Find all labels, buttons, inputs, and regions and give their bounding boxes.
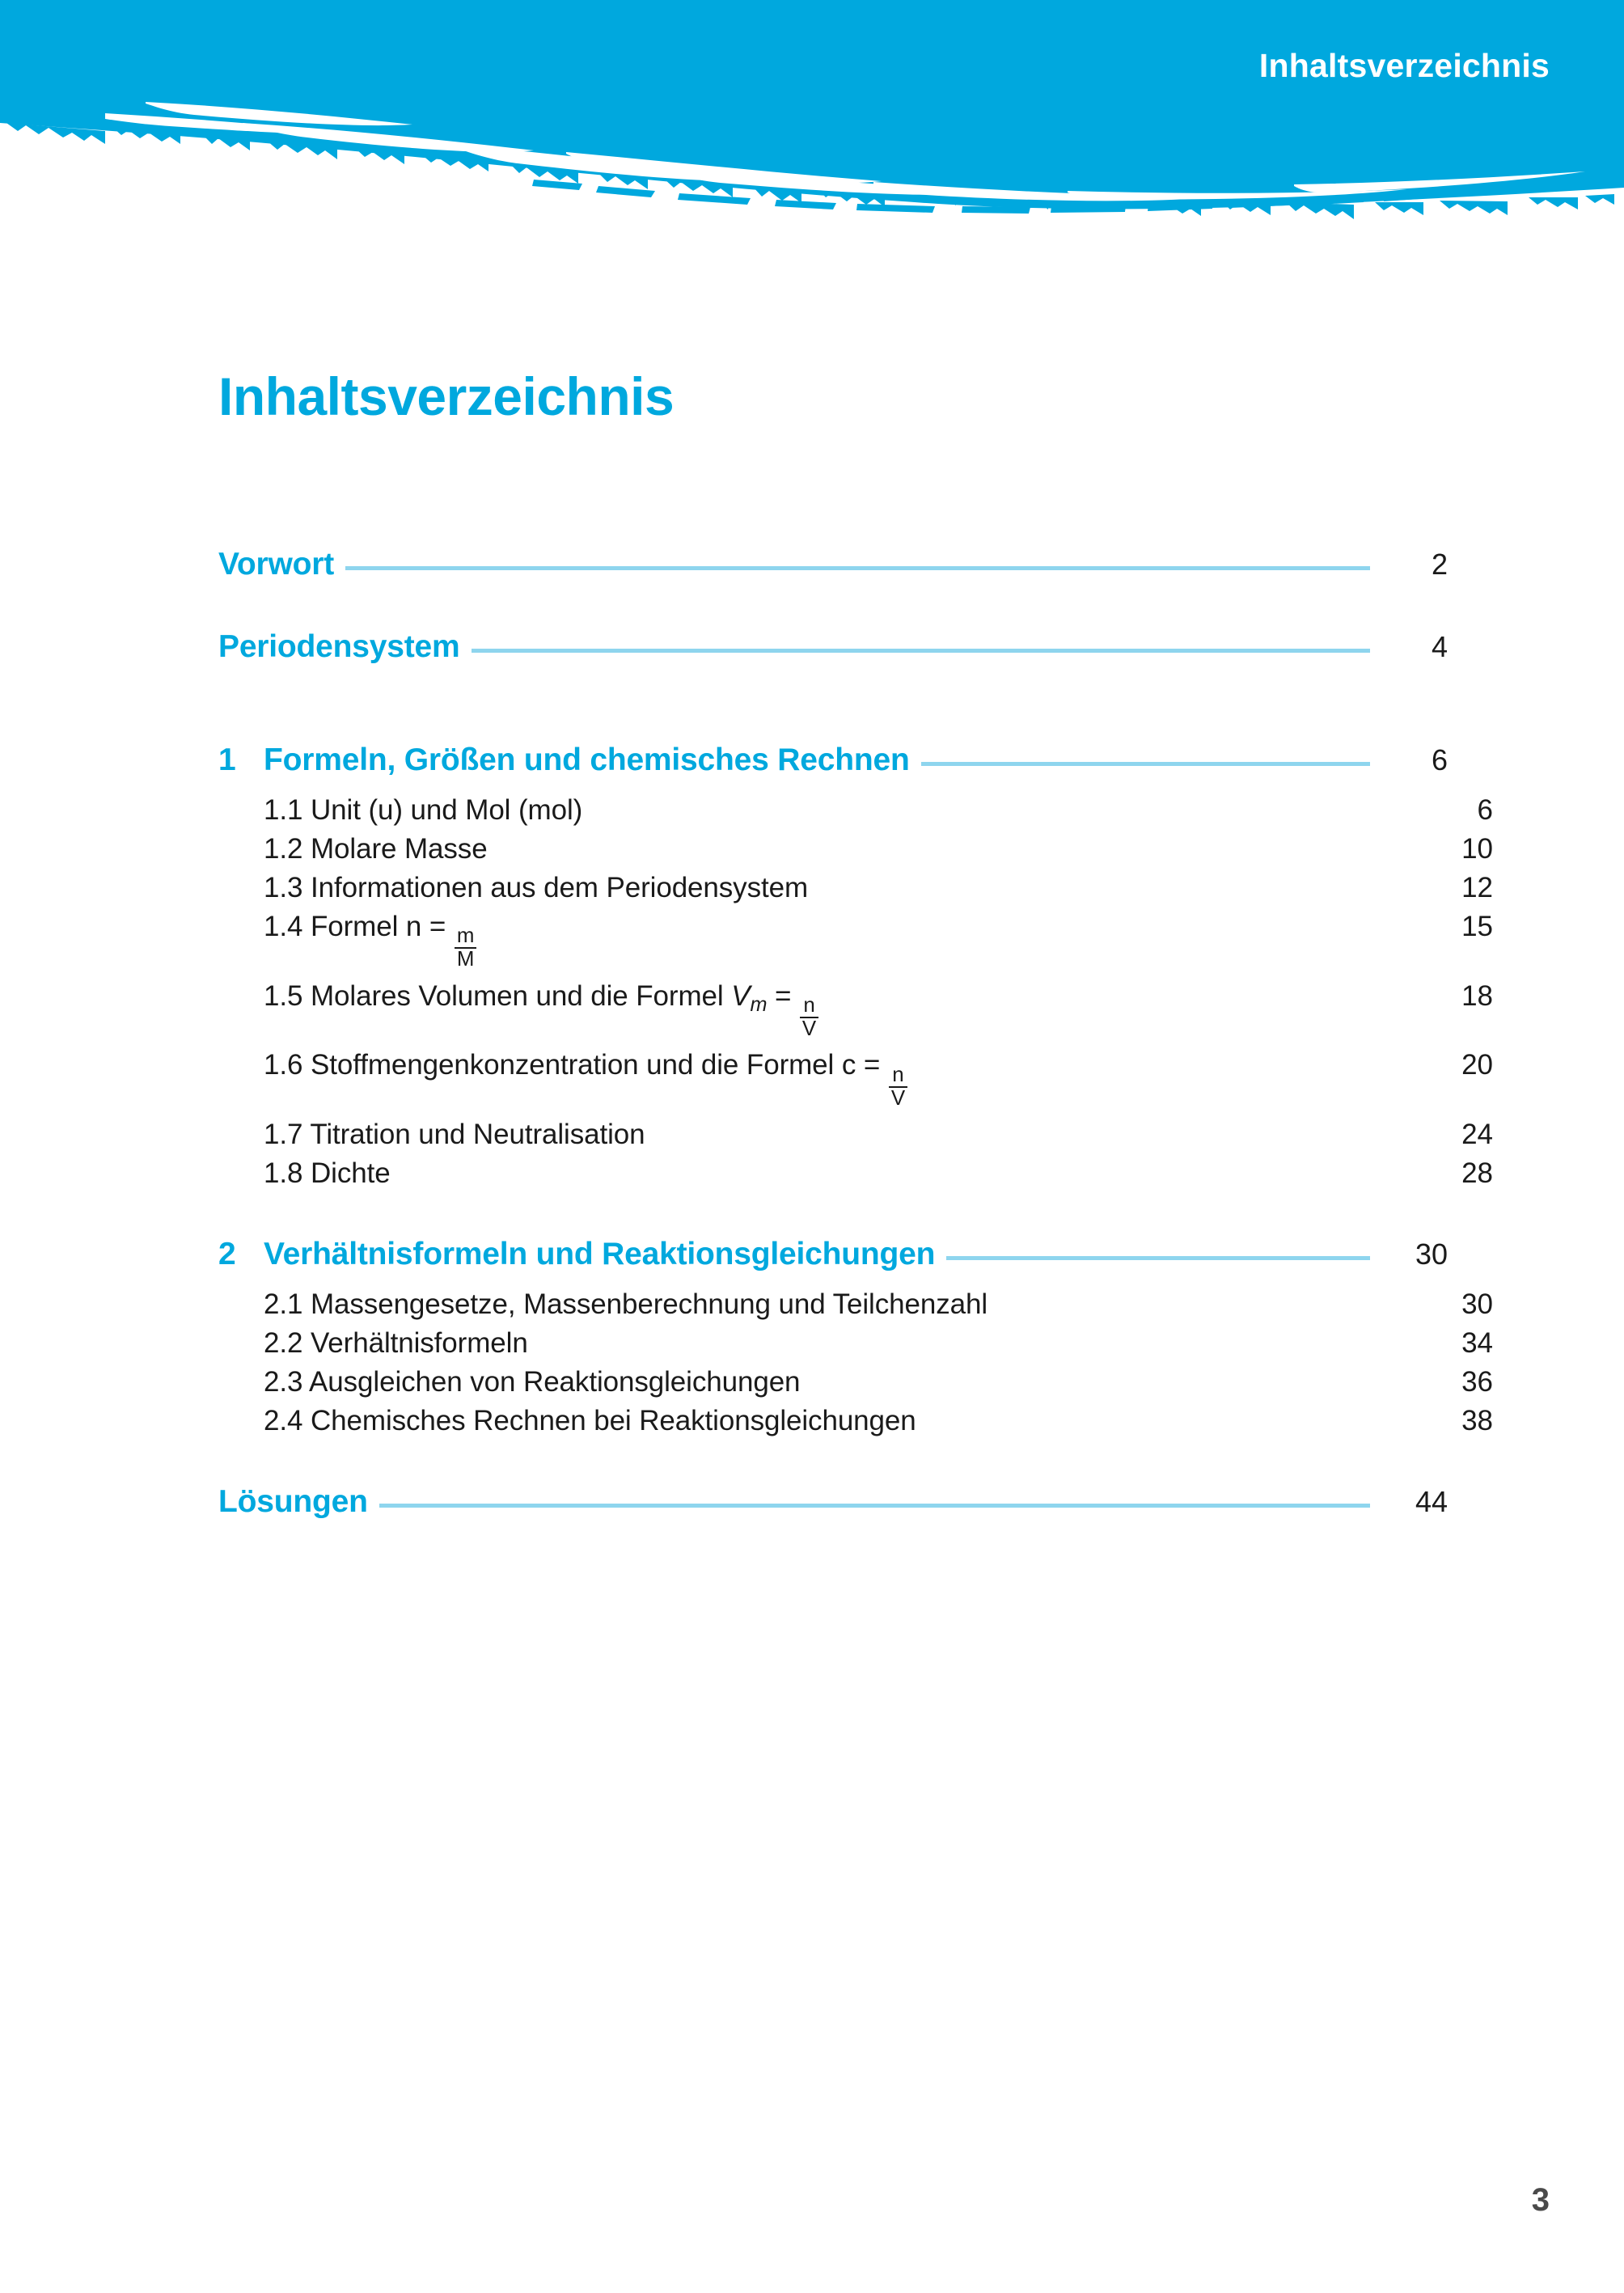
- toc-page-number: 34: [1461, 1327, 1493, 1360]
- fraction-m-over-M: [455, 926, 476, 971]
- leader-spacer: [402, 1174, 1415, 1178]
- toc-label: 1.2 Molare Masse: [264, 833, 488, 865]
- fraction-denominator: V: [889, 1086, 907, 1110]
- section-title-text: 1.5 Molares Volumen und die Formel: [264, 979, 732, 1012]
- toc-page-number: 15: [1461, 911, 1493, 942]
- toc-entry-section-1-1[interactable]: [218, 794, 1493, 827]
- chapter-number: 2: [218, 1237, 236, 1272]
- leader-spacer: [488, 958, 1415, 962]
- toc-page-number: 36: [1461, 1366, 1493, 1398]
- fraction-numerator: m: [456, 924, 475, 948]
- toc-page-number: 28: [1461, 1157, 1493, 1190]
- toc-page-number: 6: [1477, 794, 1493, 826]
- toc-label: 2.1 Massengesetze, Massenberechnung und Teilchenzahl: [264, 1288, 988, 1321]
- toc-label: Lösungen: [218, 1484, 368, 1520]
- toc-entry-section-1-4[interactable]: [218, 911, 1493, 974]
- footer-page-number: 3: [1531, 2182, 1550, 2218]
- table-of-contents: [218, 547, 1493, 1567]
- toc-label: 1.3 Informationen aus dem Periodensystem: [264, 872, 809, 903]
- fraction-numerator: n: [892, 1063, 904, 1086]
- toc-label: Verhältnisformeln und Reaktionsgleichungen: [264, 1237, 936, 1272]
- toc-page-number: 24: [1461, 1119, 1493, 1151]
- leader-line: [379, 1504, 1370, 1508]
- toc-label: 1.1 Unit (u) und Mol (mol): [264, 794, 583, 826]
- toc-entry-section-2-3[interactable]: [218, 1366, 1493, 1398]
- toc-page-number: 10: [1461, 833, 1493, 865]
- toc-label: Formeln, Größen und chemisches Rechnen: [264, 742, 910, 777]
- toc-page-number: 44: [1415, 1485, 1448, 1519]
- spacer: [218, 712, 1448, 742]
- toc-entry-chapter-1[interactable]: [218, 742, 1448, 778]
- leader-spacer: [920, 1096, 1415, 1100]
- toc-page-number: 2: [1431, 548, 1448, 581]
- fraction-denominator: M: [455, 947, 476, 971]
- fraction-n-over-V: [889, 1065, 907, 1110]
- leader-spacer: [811, 1382, 1415, 1386]
- toc-label: 2.4 Chemisches Rechnen bei Reaktionsgleichungen: [264, 1405, 916, 1437]
- fraction-n-over-V: [800, 996, 818, 1040]
- toc-entry-periodensystem[interactable]: [218, 629, 1448, 665]
- toc-page-number: 12: [1461, 872, 1493, 903]
- leader-spacer: [499, 849, 1415, 853]
- toc-entry-section-1-5[interactable]: [218, 980, 1493, 1043]
- toc-page-number: 30: [1461, 1288, 1493, 1321]
- leader-spacer: [539, 1343, 1415, 1347]
- toc-entry-loesungen[interactable]: [218, 1484, 1448, 1520]
- equals-sign: =: [767, 979, 799, 1012]
- toc-label: 1.8 Dichte: [264, 1157, 391, 1190]
- toc-entry-chapter-2[interactable]: [218, 1237, 1448, 1272]
- toc-page-number: 4: [1431, 630, 1448, 663]
- toc-label: [264, 980, 819, 1043]
- toc-entry-section-1-8[interactable]: [218, 1157, 1493, 1190]
- toc-entry-section-1-7[interactable]: [218, 1119, 1493, 1151]
- toc-label: Periodensystem: [218, 629, 460, 664]
- leader-spacer: [819, 888, 1415, 892]
- toc-label: [264, 1049, 908, 1112]
- leader-spacer: [999, 1305, 1415, 1309]
- brushstroke-shape: [0, 0, 1624, 219]
- toc-page-number: 30: [1415, 1237, 1448, 1271]
- header-banner: [0, 0, 1624, 222]
- toc-entry-section-1-3[interactable]: [218, 872, 1493, 904]
- leader-spacer: [657, 1135, 1415, 1139]
- leader-line: [946, 1256, 1370, 1260]
- leader-line: [472, 649, 1371, 653]
- toc-entry-vorwort[interactable]: [218, 547, 1448, 582]
- toc-page-number: 38: [1461, 1405, 1493, 1437]
- toc-entry-section-1-6[interactable]: [218, 1049, 1493, 1112]
- toc-page-number: 6: [1431, 743, 1448, 776]
- toc-page-number: 18: [1461, 979, 1493, 1012]
- section-title-text: 1.6 Stoffmengenkonzentration und die Formel c =: [264, 1049, 888, 1081]
- toc-label: [264, 911, 477, 974]
- toc-label: 2.3 Ausgleichen von Reaktionsgleichungen: [264, 1366, 801, 1398]
- toc-entry-section-1-2[interactable]: [218, 833, 1493, 865]
- leader-line: [921, 762, 1370, 766]
- leader-spacer: [928, 1421, 1415, 1425]
- header-title: Inhaltsverzeichnis: [1258, 47, 1550, 84]
- fraction-denominator: V: [800, 1017, 818, 1040]
- spacer: [218, 1444, 1448, 1484]
- toc-label: 1.7 Titration und Neutralisation: [264, 1119, 645, 1151]
- leader-spacer: [594, 810, 1415, 814]
- chapter-number: 1: [218, 742, 236, 777]
- leader-line: [345, 566, 1370, 570]
- toc-label: Vorwort: [218, 547, 335, 582]
- toc-label: 2.2 Verhältnisformeln: [264, 1327, 528, 1360]
- toc-entry-section-2-2[interactable]: [218, 1327, 1493, 1360]
- toc-entry-section-2-1[interactable]: [218, 1288, 1493, 1321]
- page-title: Inhaltsverzeichnis: [218, 366, 675, 426]
- toc-entry-section-2-4[interactable]: [218, 1405, 1493, 1437]
- spacer: [218, 1196, 1448, 1237]
- variable-V: V: [731, 979, 751, 1012]
- toc-page-number: 20: [1461, 1049, 1493, 1081]
- subscript-m: m: [750, 992, 768, 1016]
- section-title-text: 1.4 Formel n =: [264, 911, 454, 942]
- fraction-numerator: n: [803, 994, 815, 1017]
- leader-spacer: [831, 1026, 1415, 1030]
